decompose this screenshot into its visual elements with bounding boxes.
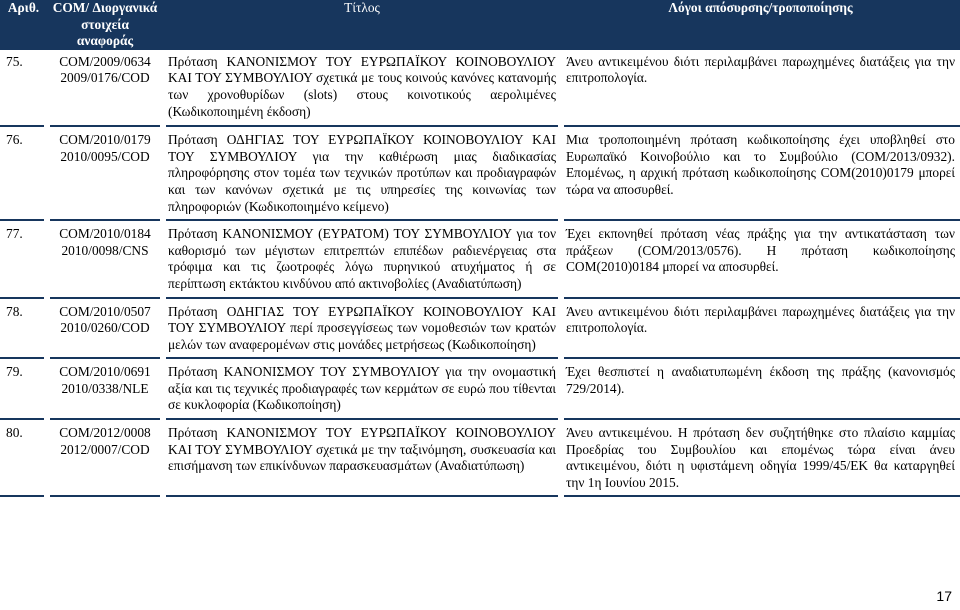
com-reference: COM/2010/0179 [59, 132, 151, 148]
interinstitutional-reference: 2010/0260/COD [60, 320, 150, 336]
row-number: 77. [6, 226, 23, 242]
com-reference: COM/2012/0008 [59, 425, 151, 441]
header-number: Αριθ. [0, 0, 47, 50]
interinstitutional-reference: 2012/0007/COD [60, 441, 150, 457]
row-reference [47, 425, 163, 491]
com-reference: COM/2009/0634 [59, 53, 151, 69]
row-reference [47, 304, 163, 354]
row-reference [47, 364, 163, 414]
interinstitutional-reference: 2009/0176/COD [60, 70, 150, 86]
interinstitutional-reference: 2010/0098/CNS [61, 242, 149, 258]
header-reasons: Λόγοι απόσυρσης/τροποποίησης [561, 0, 960, 50]
table-row [0, 304, 960, 354]
com-reference: COM/2010/0507 [59, 303, 151, 319]
row-title: Πρόταση ΚΑΝΟΝΙΣΜΟΥ (ΕΥΡΑΤΟΜ) ΤΟΥ ΣΥΜΒΟΥΛΙΟΥ για τον καθορισμό των μέγιστων επιτρεπτών επιπέδων ραδιενέργειας στα τρόφιμα και τις ζωοτροφές λόγω πυρηνικού ατυχήματος ή σε περίπτωση εκτάκτου κινδύνου από ακτινοβολίες (Αναδιατύπωση) [168, 226, 556, 291]
com-reference: COM/2010/0184 [59, 226, 151, 242]
row-number: 75. [6, 53, 23, 69]
com-reference: COM/2010/0691 [59, 364, 151, 380]
row-reason: Μια τροποποιημένη πρόταση κωδικοποίησης έχει υποβληθεί στο Ευρωπαϊκό Κοινοβούλιο και το Συμβούλιο (COM/2013/0932). Επομένως, η αρχική πρόταση κωδικοποίησης COM(2010)0179 μπορεί τώρα να αποσυρθεί. [566, 132, 955, 197]
row-title: Πρόταση ΚΑΝΟΝΙΣΜΟΥ ΤΟΥ ΕΥΡΩΠΑΪΚΟΥ ΚΟΙΝΟΒΟΥΛΙΟΥ ΚΑΙ ΤΟΥ ΣΥΜΒΟΥΛΙΟΥ σχετικά με τους κοινούς κανόνες κατανομής των χρονοθυρίδων (slots) στους κοινοτικούς αερολιμένες (Κωδικοποιημένη έκδοση) [168, 53, 556, 119]
row-reference [47, 226, 163, 292]
table-row [0, 132, 960, 215]
page-number: 17 [936, 588, 952, 604]
table-row [0, 364, 960, 414]
interinstitutional-reference: 2010/0338/NLE [61, 380, 149, 396]
interinstitutional-reference: 2010/0095/COD [60, 148, 150, 164]
row-title: Πρόταση ΟΔΗΓΙΑΣ ΤΟΥ ΕΥΡΩΠΑΪΚΟΥ ΚΟΙΝΟΒΟΥΛΙΟΥ ΚΑΙ ΤΟΥ ΣΥΜΒΟΥΛΙΟΥ για την καθιέρωση μιας διαδικασίας πληροφόρησης στον τομέα των τεχνικών προτύπων και προδιαγραφών και των κανόνων σχετικά με τις υπηρεσίες της κοινωνίας των πληροφοριών (Κωδικοποιημένο κείμενο) [168, 132, 556, 214]
row-title: Πρόταση ΚΑΝΟΝΙΣΜΟΥ ΤΟΥ ΣΥΜΒΟΥΛΙΟΥ για την ονομαστική αξία και τις τεχνικές προδιαγραφές των κερμάτων σε ευρώ που τίθενται σε κυκλοφορία (Κωδικοποίηση) [168, 364, 556, 413]
table-row [0, 226, 960, 292]
row-reference [47, 132, 163, 215]
row-title: Πρόταση ΚΑΝΟΝΙΣΜΟΥ ΤΟΥ ΕΥΡΩΠΑΪΚΟΥ ΚΟΙΝΟΒΟΥΛΙΟΥ ΚΑΙ ΤΟΥ ΣΥΜΒΟΥΛΙΟΥ σχετικά με την ταξινόμηση, συσκευασία και επισήμανση των επικίνδυνων παρασκευασμάτων (Αναδιατύπωση) [168, 425, 556, 474]
row-title: Πρόταση ΟΔΗΓΙΑΣ ΤΟΥ ΕΥΡΩΠΑΪΚΟΥ ΚΟΙΝΟΒΟΥΛΙΟΥ ΚΑΙ ΤΟΥ ΣΥΜΒΟΥΛΙΟΥ περί προσεγγίσεως των νομοθεσιών των κρατών μελών των αναφερομένων στις μονάδες μετρήσεως (Κωδικοποίηση) [168, 303, 556, 352]
table-header-row [0, 0, 960, 50]
table-row [0, 425, 960, 491]
row-reason: Άνευ αντικειμένου διότι περιλαμβάνει παρωχημένες διατάξεις για την επιτροπολογία. [566, 303, 955, 336]
row-reason: Έχει εκπονηθεί πρόταση νέας πράξης για την αντικατάσταση των πράξεων (COM/2013/0576). Η πρόταση κωδικοποίησης COM(2010)0184 μπορεί να αποσυρθεί. [566, 226, 955, 275]
row-reference [47, 54, 163, 120]
row-reason: Άνευ αντικειμένου διότι περιλαμβάνει παρωχημένες διατάξεις για την επιτροπολογία. [566, 53, 955, 86]
table-row [0, 54, 960, 120]
row-reason: Έχει θεσπιστεί η αναδιατυπωμένη έκδοση της πράξης (κανονισμός 729/2014). [566, 364, 955, 396]
row-number: 80. [6, 425, 23, 441]
header-title: Τίτλος [163, 0, 561, 50]
row-reason: Άνευ αντικειμένου. Η πρόταση δεν συζητήθηκε στο πλαίσιο καμμίας Προεδρίας του Συμβουλίου και επομένως τώρα είναι άνευ αντικειμένου, διότι η υφιστάμενη οδηγία 1999/45/ΕΚ θα καταργηθεί την 1η Ιουνίου 2015. [566, 425, 955, 490]
row-number: 79. [6, 364, 23, 380]
row-number: 76. [6, 132, 23, 148]
header-reference: COM/ Διοργανικά στοιχεία αναφοράς [47, 0, 163, 50]
row-number: 78. [6, 303, 23, 319]
